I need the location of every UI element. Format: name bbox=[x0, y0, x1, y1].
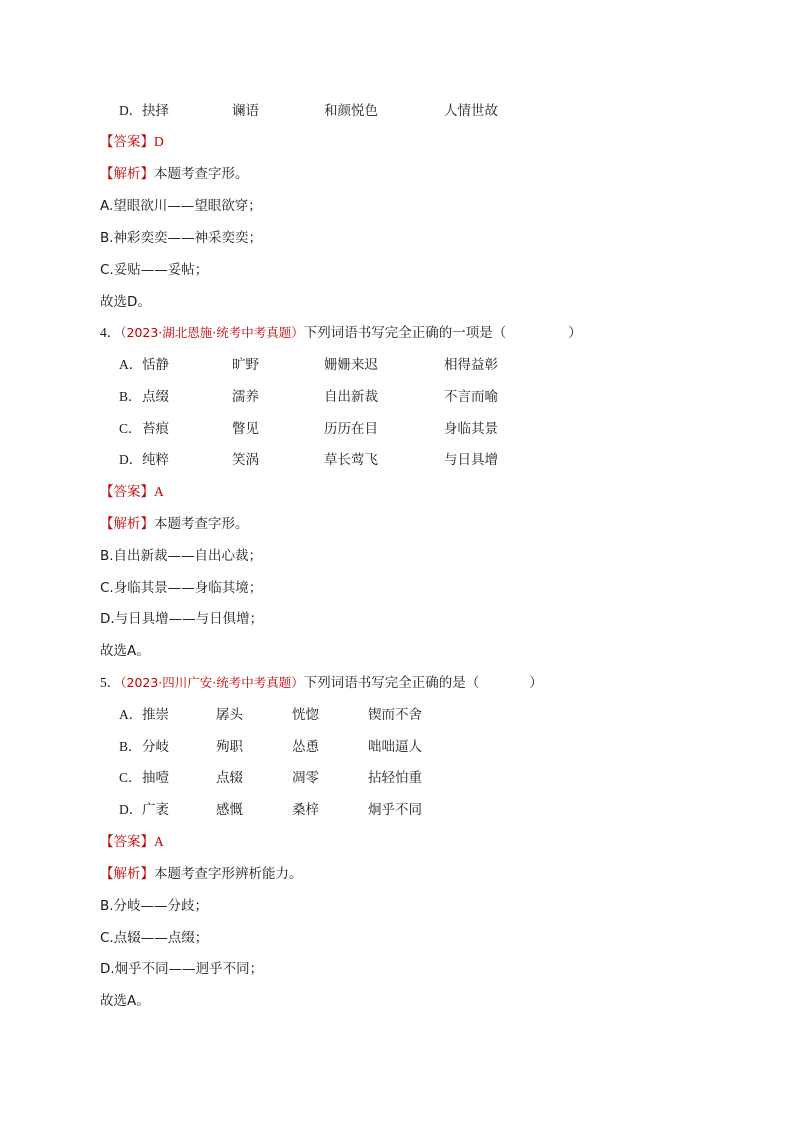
answer-tag: 【答案】 bbox=[100, 484, 154, 500]
q5-conclusion bbox=[100, 991, 150, 1011]
analysis-text: 本题考查字形。 bbox=[154, 166, 249, 182]
q3-correction-b bbox=[100, 228, 262, 248]
correction-text: B.自出新裁——自出心裁； bbox=[100, 548, 263, 564]
option-label: A． bbox=[119, 357, 143, 372]
option-word: 和颜悦色 bbox=[324, 103, 378, 119]
analysis-tag: 【解析】 bbox=[100, 866, 154, 882]
q3-conclusion bbox=[100, 292, 151, 312]
conclusion-text: 故选D。 bbox=[100, 294, 151, 310]
question-close: ） bbox=[529, 675, 543, 691]
option-word: 点辍 bbox=[216, 770, 243, 786]
conclusion-text: 故选A。 bbox=[100, 643, 150, 659]
q5-correction-c bbox=[100, 928, 208, 948]
answer-tag: 【答案】 bbox=[100, 134, 154, 150]
correction-text: D.与日具增——与日俱增； bbox=[100, 611, 264, 627]
option-word: 历历在目 bbox=[324, 421, 378, 437]
q5-correction-d bbox=[100, 959, 263, 979]
q5-correction-b bbox=[100, 896, 208, 916]
question-number: 5． bbox=[100, 675, 121, 690]
option-label: B． bbox=[119, 389, 142, 404]
analysis-tag: 【解析】 bbox=[100, 516, 154, 532]
q3-analysis bbox=[100, 164, 249, 184]
answer-value: D bbox=[154, 134, 164, 149]
option-label: D． bbox=[119, 802, 143, 817]
q4-correction-b bbox=[100, 546, 262, 566]
correction-text: C.身临其景——身临其境； bbox=[100, 580, 263, 596]
option-word: 与日具增 bbox=[444, 452, 498, 468]
question-stem: 下列词语书写完全正确的一项是（ bbox=[303, 325, 507, 341]
q5-stem bbox=[100, 673, 543, 693]
option-word: 人情世故 bbox=[444, 103, 498, 119]
option-word: 抉择 bbox=[142, 103, 169, 119]
option-word: 炯乎不同 bbox=[368, 802, 422, 818]
option-word: 濡养 bbox=[232, 389, 259, 405]
option-word: 笑涡 bbox=[232, 452, 259, 468]
q3-answer bbox=[100, 132, 164, 152]
correction-text: C.妥贴——妥帖； bbox=[100, 262, 209, 278]
question-source: （2023·湖北恩施·统考中考真题） bbox=[120, 325, 304, 340]
q4-correction-c bbox=[100, 578, 262, 598]
option-label: B． bbox=[119, 739, 142, 754]
option-label: A． bbox=[119, 707, 143, 722]
option-word: 姗姗来迟 bbox=[324, 357, 378, 373]
question-number: 4． bbox=[100, 325, 121, 340]
option-word: 孱头 bbox=[216, 707, 243, 723]
answer-tag: 【答案】 bbox=[100, 834, 154, 850]
option-label: C． bbox=[119, 421, 142, 436]
option-label: D． bbox=[119, 452, 143, 467]
option-word: 旷野 bbox=[232, 357, 259, 373]
q4-answer bbox=[100, 482, 164, 502]
option-word: 自出新裁 bbox=[324, 389, 378, 405]
question-source: （2023·四川广安·统考中考真题） bbox=[120, 675, 304, 690]
q4-stem bbox=[100, 323, 582, 343]
option-word: 草长莺飞 bbox=[324, 452, 378, 468]
answer-value: A bbox=[154, 484, 164, 499]
conclusion-text: 故选A。 bbox=[100, 993, 150, 1009]
option-word: 瞥见 bbox=[232, 421, 259, 437]
correction-text: A.望眼欲川——望眼欲穿； bbox=[100, 198, 262, 214]
q3-correction-c bbox=[100, 260, 208, 280]
option-word: 纯粹 bbox=[142, 452, 169, 468]
question-stem: 下列词语书写完全正确的是（ bbox=[303, 675, 480, 691]
correction-text: C.点辍——点缀； bbox=[100, 930, 209, 946]
option-word: 广袤 bbox=[142, 802, 169, 818]
option-word: 抽噎 bbox=[142, 770, 169, 786]
option-word: 凋零 bbox=[292, 770, 319, 786]
analysis-text: 本题考查字形。 bbox=[154, 516, 249, 532]
option-word: 拈轻怕重 bbox=[368, 770, 422, 786]
correction-text: D.炯乎不同——迥乎不同； bbox=[100, 961, 264, 977]
option-word: 相得益彰 bbox=[444, 357, 498, 373]
q4-conclusion bbox=[100, 641, 150, 661]
question-close: ） bbox=[568, 325, 582, 341]
option-word: 不言而喻 bbox=[444, 389, 498, 405]
correction-text: B.分岐——分歧； bbox=[100, 898, 209, 914]
option-label: D． bbox=[119, 103, 143, 118]
option-word: 分岐 bbox=[142, 739, 169, 755]
option-label: C． bbox=[119, 770, 142, 785]
option-word: 怂恿 bbox=[292, 739, 319, 755]
option-word: 恍惚 bbox=[292, 707, 319, 723]
answer-value: A bbox=[154, 834, 164, 849]
option-word: 感慨 bbox=[216, 802, 243, 818]
q4-analysis bbox=[100, 514, 249, 534]
option-word: 恬静 bbox=[142, 357, 169, 373]
option-word: 桑梓 bbox=[292, 802, 319, 818]
option-word: 锲而不舍 bbox=[368, 707, 422, 723]
q3-correction-a bbox=[100, 196, 262, 216]
q4-correction-d bbox=[100, 609, 263, 629]
option-word: 谰语 bbox=[232, 103, 259, 119]
analysis-text: 本题考查字形辨析能力。 bbox=[154, 866, 303, 882]
option-word: 点缀 bbox=[142, 389, 169, 405]
q5-answer bbox=[100, 832, 164, 852]
analysis-tag: 【解析】 bbox=[100, 166, 154, 182]
option-word: 推崇 bbox=[142, 707, 169, 723]
option-word: 苔痕 bbox=[142, 421, 169, 437]
option-word: 身临其景 bbox=[444, 421, 498, 437]
correction-text: B.神彩奕奕——神采奕奕； bbox=[100, 230, 263, 246]
q5-analysis bbox=[100, 864, 303, 884]
option-word: 咄咄逼人 bbox=[368, 739, 422, 755]
option-word: 殉职 bbox=[216, 739, 243, 755]
